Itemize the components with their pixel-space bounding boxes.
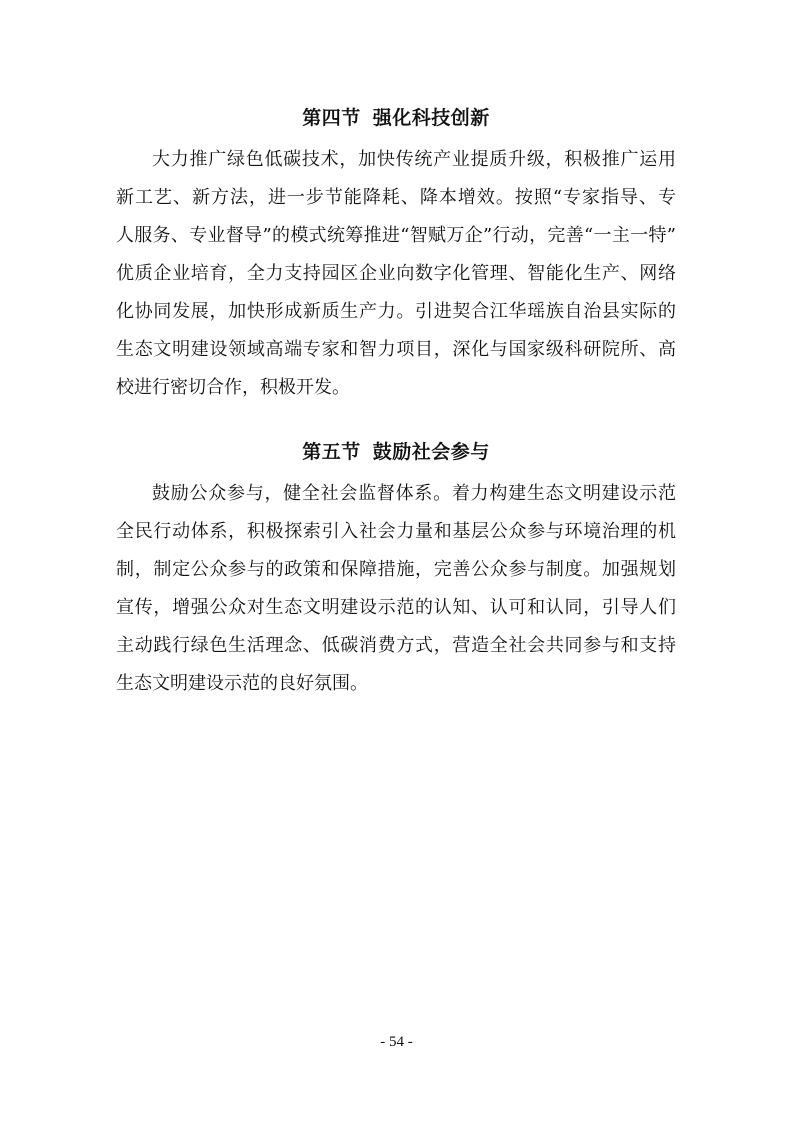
section-heading (116, 106, 676, 130)
section-paragraph (116, 141, 676, 407)
paragraph-line: 鼓励公众参与，健全社会监督体系。着力构建生态文明建设示范 (152, 483, 676, 504)
paragraph-line: 生态文明建设领域高端专家和智力项目，深化与国家级科研院所、高 (116, 339, 676, 360)
section-paragraph (116, 475, 676, 703)
section-number: 第四节 (302, 107, 361, 129)
paragraph-line: 新工艺、新方法，进一步节能降耗、降本增效。按照“专家指导、专 (116, 187, 676, 208)
paragraph-line: 化协同发展，加快形成新质生产力。引进契合江华瑶族自治县实际的 (116, 301, 676, 322)
paragraph-line: 大力推广绿色低碳技术，加快传统产业提质升级，积极推广运用 (152, 149, 676, 170)
paragraph-line: 制，制定公众参与的政策和保障措施，完善公众参与制度。加强规划 (116, 559, 676, 580)
paragraph-line: 优质企业培育，全力支持园区企业向数字化管理、智能化生产、网络 (116, 263, 676, 284)
paragraph-line: 人服务、专业督导”的模式统筹推进“智赋万企”行动，完善“一主一特” (116, 225, 676, 246)
section-number: 第五节 (302, 441, 361, 463)
section-title: 强化科技创新 (372, 107, 490, 129)
paragraph-line: 校进行密切合作，积极开发。 (116, 377, 350, 398)
paragraph-line: 生态文明建设示范的良好氛围。 (116, 673, 368, 694)
page-number: - 54 - (380, 1034, 413, 1050)
section-title: 鼓励社会参与 (372, 441, 490, 463)
section-heading (116, 440, 676, 464)
paragraph-line: 全民行动体系，积极探索引入社会力量和基层公众参与环境治理的机 (116, 521, 676, 542)
paragraph-line: 主动践行绿色生活理念、低碳消费方式，营造全社会共同参与和支持 (116, 635, 676, 656)
paragraph-line: 宣传，增强公众对生态文明建设示范的认知、认可和认同，引导人们 (116, 597, 676, 618)
